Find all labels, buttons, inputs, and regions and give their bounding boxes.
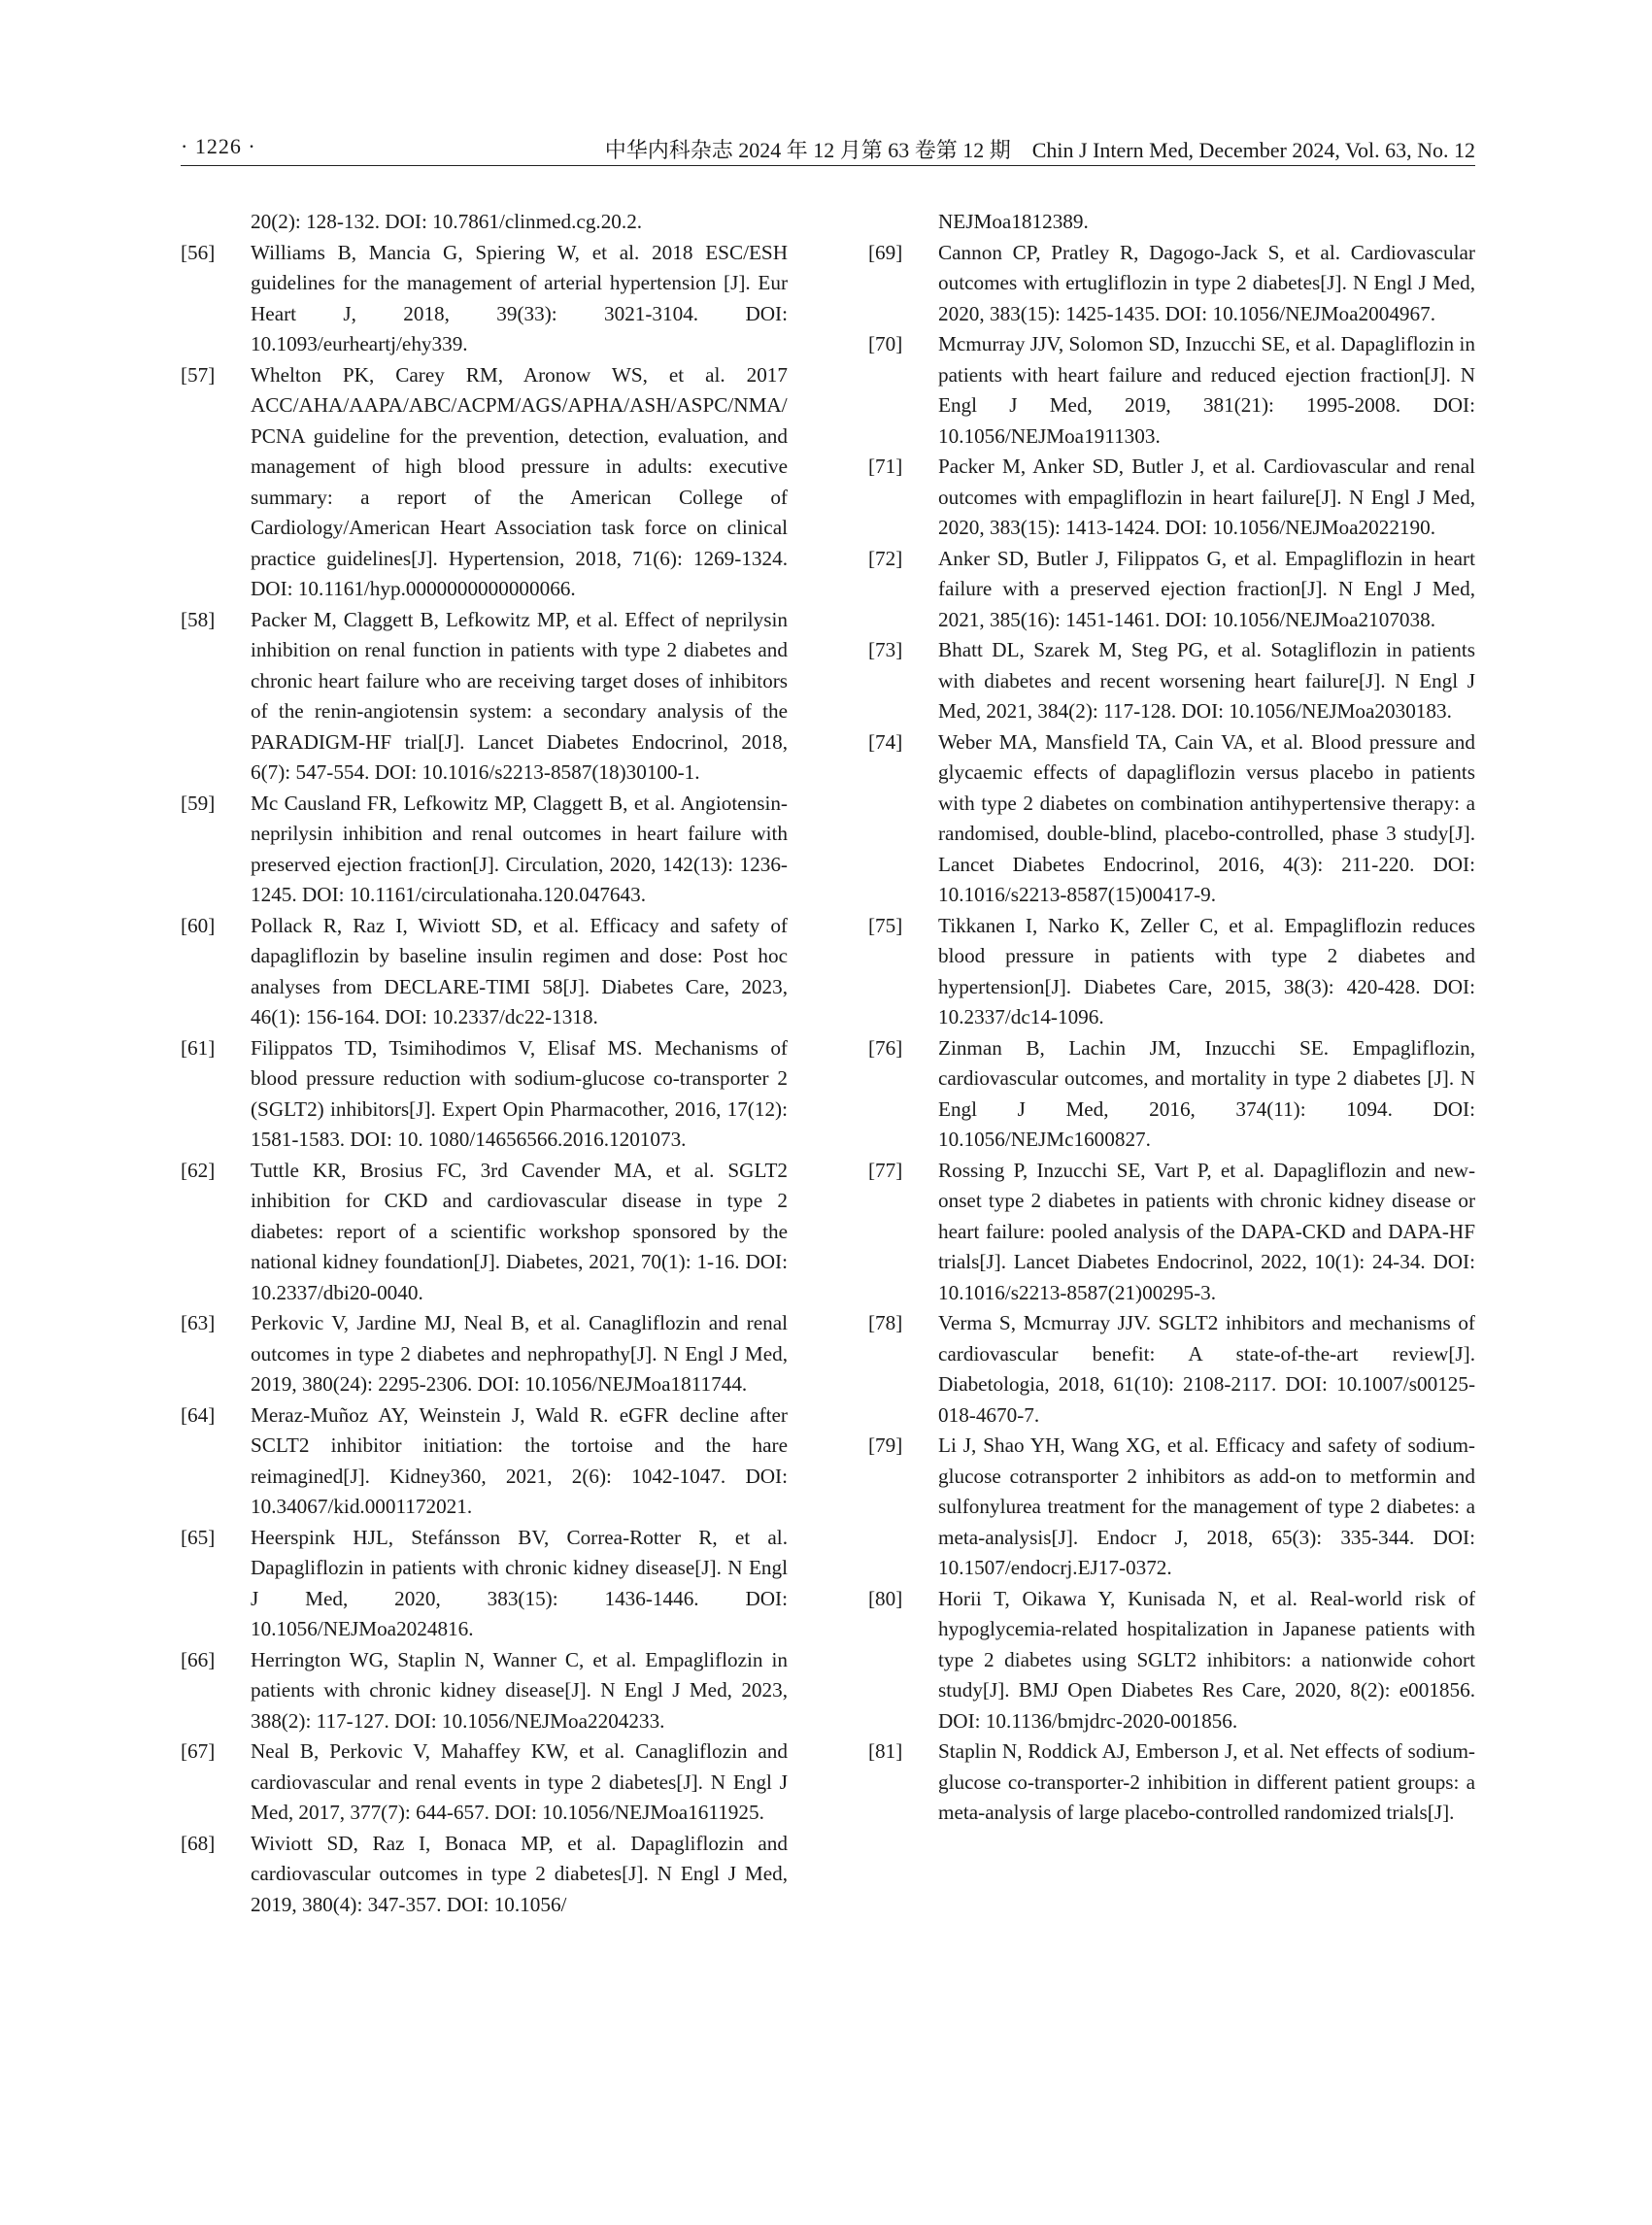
- reference-text: Zinman B, Lachin JM, Inzucchi SE. Empagliflozin, cardiovascular outcomes, and mortality in type 2 diabetes [J]. N Engl J Med, 2016, 374(11): 1094. DOI: 10.1056/NEJMc1600827.: [938, 1035, 1475, 1151]
- reference-number: [69]: [868, 240, 903, 264]
- reference-number: [73]: [868, 638, 903, 661]
- reference-text: Li J, Shao YH, Wang XG, et al. Efficacy and safety of sodium-glucose cotransporter 2 inhibitors as add-on to metformin and sulfonylurea treatment for the management of type 2 diabetes: a meta-analysis[J]. Endocr J, 2018, 65(3): 335-344. DOI: 10.1507/endocrj.EJ17-0372.: [938, 1433, 1475, 1579]
- reference-number: [60]: [181, 913, 216, 937]
- reference-number: [65]: [181, 1525, 216, 1549]
- reference-text: Williams B, Mancia G, Spiering W, et al. 2018 ESC/ESH guidelines for the management of arterial hypertension [J]. Eur Heart J, 2018, 39(33): 3021-3104. DOI: 10.1093/eurheartj/ehy339.: [251, 240, 788, 355]
- reference-text: Whelton PK, Carey RM, Aronow WS, et al. 2017 ACC/AHA/AAPA/ABC/ACPM/AGS/APHA/ASH/ASPC/NMA/PCNA guideline for the prevention, detection, evaluation, and management of high blood pressure in adults: executive summary: a report of the American College of Cardiology/American Heart Association task force on clinical practice guidelines[J]. Hypertension, 2018, 71(6): 1269-1324. DOI: 10.1161/hyp.0000000000000066.: [251, 362, 788, 600]
- reference-number: [63]: [181, 1311, 216, 1334]
- reference-entry: [868, 452, 1475, 544]
- journal-citation-line: 中华内科杂志 2024 年 12 月第 63 卷第 12 期 Chin J Intern Med, December 2024, Vol. 63, No. 12: [604, 138, 1475, 162]
- reference-text: Anker SD, Butler J, Filippatos G, et al. Empagliflozin in heart failure with a preserved ejection fraction[J]. N Engl J Med, 2021, 385(16): 1451-1461. DOI: 10.1056/NEJMoa2107038.: [938, 546, 1475, 631]
- reference-entry: [181, 1308, 788, 1400]
- reference-continuation: NEJMoa1812389.: [938, 210, 1089, 233]
- reference-entry: [868, 1308, 1475, 1431]
- reference-text: Mcmurray JJV, Solomon SD, Inzucchi SE, et al. Dapagliflozin in patients with heart failure and reduced ejection fraction[J]. N Engl J Med, 2019, 381(21): 1995-2008. DOI: 10.1056/NEJMoa1911303.: [938, 332, 1475, 448]
- reference-entry: [181, 789, 788, 911]
- reference-text: Heerspink HJL, Stefánsson BV, Correa-Rotter R, et al. Dapagliflozin in patients with chronic kidney disease[J]. N Engl J Med, 2020, 383(15): 1436-1446. DOI: 10.1056/NEJMoa2024816.: [251, 1525, 788, 1640]
- reference-number: [62]: [181, 1158, 216, 1182]
- reference-number: [77]: [868, 1158, 903, 1182]
- reference-number: [68]: [181, 1831, 216, 1855]
- reference-number: [75]: [868, 913, 903, 937]
- reference-column-left: [181, 207, 788, 1920]
- reference-number: [81]: [868, 1739, 903, 1763]
- reference-number: [74]: [868, 729, 903, 754]
- reference-entry: [868, 635, 1475, 727]
- reference-entry: [868, 1033, 1475, 1156]
- reference-entry: [868, 1431, 1475, 1584]
- reference-text: Rossing P, Inzucchi SE, Vart P, et al. Dapagliflozin and new-onset type 2 diabetes in patients with chronic kidney disease or heart failure: pooled analysis of the DAPA-CKD and DAPA-HF trials[J]. Lancet Diabetes Endocrinol, 2022, 10(1): 24-34. DOI: 10.1016/s2213-8587(21)00295-3.: [938, 1158, 1475, 1304]
- reference-text: Packer M, Claggett B, Lefkowitz MP, et al. Effect of neprilysin inhibition on renal function in patients with type 2 diabetes and chronic heart failure who are receiving target doses of inhibitors of the renin-angiotensin system: a secondary analysis of the PARADIGM-HF trial[J]. Lancet Diabetes Endocrinol, 2018, 6(7): 547-554. DOI: 10.1016/s2213-8587(18)30100-1.: [251, 607, 788, 784]
- reference-number: [78]: [868, 1311, 903, 1334]
- reference-text: Herrington WG, Staplin N, Wanner C, et al. Empagliflozin in patients with chronic kidney disease[J]. N Engl J Med, 2023, 388(2): 117-127. DOI: 10.1056/NEJMoa2204233.: [251, 1647, 788, 1733]
- reference-entry: [181, 1736, 788, 1829]
- reference-text: Pollack R, Raz I, Wiviott SD, et al. Efficacy and safety of dapagliflozin by baseline insulin regimen and dose: Post hoc analyses from DECLARE-TIMI 58[J]. Diabetes Care, 2023, 46(1): 156-164. DOI: 10.2337/dc22-1318.: [251, 913, 788, 1028]
- reference-entry: [868, 544, 1475, 636]
- reference-entry: [868, 911, 1475, 1033]
- reference-text: Cannon CP, Pratley R, Dagogo-Jack S, et al. Cardiovascular outcomes with ertugliflozin in type 2 diabetes[J]. N Engl J Med, 2020, 383(15): 1425-1435. DOI: 10.1056/NEJMoa2004967.: [938, 240, 1475, 325]
- reference-number: [76]: [868, 1035, 903, 1060]
- reference-number: [70]: [868, 332, 903, 355]
- reference-text: Weber MA, Mansfield TA, Cain VA, et al. Blood pressure and glycaemic effects of dapagliflozin versus placebo in patients with type 2 diabetes on combination antihypertensive therapy: a randomised, double-blind, placebo-controlled, phase 3 study[J]. Lancet Diabetes Endocrinol, 2016, 4(3): 211-220. DOI: 10.1016/s2213-8587(15)00417-9.: [938, 729, 1475, 906]
- reference-text: Mc Causland FR, Lefkowitz MP, Claggett B, et al. Angiotensin-neprilysin inhibition and renal outcomes in heart failure with preserved ejection fraction[J]. Circulation, 2020, 142(13): 1236-1245. DOI: 10.1161/circulationaha.120.047643.: [251, 791, 788, 906]
- reference-entry: [181, 911, 788, 1033]
- reference-entry: [181, 605, 788, 789]
- reference-entry: [181, 360, 788, 605]
- reference-number: [57]: [181, 362, 216, 387]
- reference-text: Filippatos TD, Tsimihodimos V, Elisaf MS. Mechanisms of blood pressure reduction with sodium-glucose co-transporter 2 (SGLT2) inhibitors[J]. Expert Opin Pharmacother, 2016, 17(12): 1581-1583. DOI: 10. 1080/14656566.2016.1201073.: [251, 1035, 788, 1151]
- reference-number: [61]: [181, 1035, 216, 1060]
- reference-text: Tikkanen I, Narko K, Zeller C, et al. Empagliflozin reduces blood pressure in patients with type 2 diabetes and hypertension[J]. Diabetes Care, 2015, 38(3): 420-428. DOI: 10.2337/dc14-1096.: [938, 913, 1475, 1028]
- reference-entry: [181, 1829, 788, 1921]
- reference-text: Packer M, Anker SD, Butler J, et al. Cardiovascular and renal outcomes with empagliflozin in heart failure[J]. N Engl J Med, 2020, 383(15): 1413-1424. DOI: 10.1056/NEJMoa2022190.: [938, 455, 1475, 539]
- reference-entry: [181, 1400, 788, 1523]
- reference-text: Wiviott SD, Raz I, Bonaca MP, et al. Dapagliflozin and cardiovascular outcomes in type 2 diabetes[J]. N Engl J Med, 2019, 380(4): 347-357. DOI: 10.1056/: [251, 1831, 788, 1916]
- reference-continuation: 20(2): 128-132. DOI: 10.7861/clinmed.cg.20.2.: [251, 210, 643, 233]
- reference-text: Staplin N, Roddick AJ, Emberson J, et al. Net effects of sodium-glucose co-transporter-2 inhibition in different patient groups: a meta-analysis of large placebo-controlled randomized trials[J].: [938, 1739, 1475, 1824]
- reference-number: [66]: [181, 1647, 216, 1671]
- reference-text: Tuttle KR, Brosius FC, 3rd Cavender MA, et al. SGLT2 inhibition for CKD and cardiovascular disease in type 2 diabetes: report of a scientific workshop sponsored by the national kidney foundation[J]. Diabetes, 2021, 70(1): 1-16. DOI: 10.2337/dbi20-0040.: [251, 1158, 788, 1304]
- reference-entry: [868, 1584, 1475, 1737]
- reference-number: [64]: [181, 1402, 216, 1427]
- reference-text: Perkovic V, Jardine MJ, Neal B, et al. Canagliflozin and renal outcomes in type 2 diabetes and nephropathy[J]. N Engl J Med, 2019, 380(24): 2295-2306. DOI: 10.1056/NEJMoa1811744.: [251, 1311, 788, 1396]
- reference-entry: [868, 1156, 1475, 1309]
- reference-number: [72]: [868, 546, 903, 570]
- reference-text: Meraz-Muñoz AY, Weinstein J, Wald R. eGFR decline after SCLT2 inhibitor initiation: the tortoise and the hare reimagined[J]. Kidney360, 2021, 2(6): 1042-1047. DOI: 10.34067/kid.0001172021.: [251, 1402, 788, 1518]
- reference-entry: [868, 727, 1475, 911]
- reference-entry: [181, 1156, 788, 1309]
- reference-entry: [868, 329, 1475, 452]
- reference-text: Bhatt DL, Szarek M, Steg PG, et al. Sotagliflozin in patients with diabetes and recent worsening heart failure[J]. N Engl J Med, 2021, 384(2): 117-128. DOI: 10.1056/NEJMoa2030183.: [938, 638, 1475, 723]
- reference-entry: [181, 1033, 788, 1156]
- reference-entry: [181, 1523, 788, 1645]
- reference-number: [59]: [181, 791, 216, 815]
- reference-text: Verma S, Mcmurray JJV. SGLT2 inhibitors and mechanisms of cardiovascular benefit: A state-of-the-art review[J]. Diabetologia, 2018, 61(10): 2108-2117. DOI: 10.1007/s00125-018-4670-7.: [938, 1311, 1475, 1427]
- reference-number: [79]: [868, 1433, 903, 1457]
- reference-entry: [868, 238, 1475, 330]
- reference-number: [56]: [181, 240, 216, 264]
- reference-entry: [181, 1645, 788, 1737]
- reference-entry: [181, 238, 788, 360]
- reference-number: [67]: [181, 1739, 216, 1763]
- reference-text: Horii T, Oikawa Y, Kunisada N, et al. Real-world risk of hypoglycemia-related hospitalization in Japanese patients with type 2 diabetes using SGLT2 inhibitors: a nationwide cohort study[J]. BMJ Open Diabetes Res Care, 2020, 8(2): e001856. DOI: 10.1136/bmjdrc-2020-001856.: [938, 1586, 1475, 1733]
- reference-column-right: [868, 207, 1475, 1829]
- reference-number: [71]: [868, 455, 903, 478]
- reference-number: [58]: [181, 607, 216, 631]
- running-header: [181, 134, 1475, 166]
- reference-text: Neal B, Perkovic V, Mahaffey KW, et al. Canagliflozin and cardiovascular and renal events in type 2 diabetes[J]. N Engl J Med, 2017, 377(7): 644-657. DOI: 10.1056/NEJMoa1611925.: [251, 1739, 788, 1824]
- reference-number: [80]: [868, 1586, 903, 1610]
- reference-entry: [868, 1736, 1475, 1829]
- page-number: · 1226 ·: [181, 134, 256, 158]
